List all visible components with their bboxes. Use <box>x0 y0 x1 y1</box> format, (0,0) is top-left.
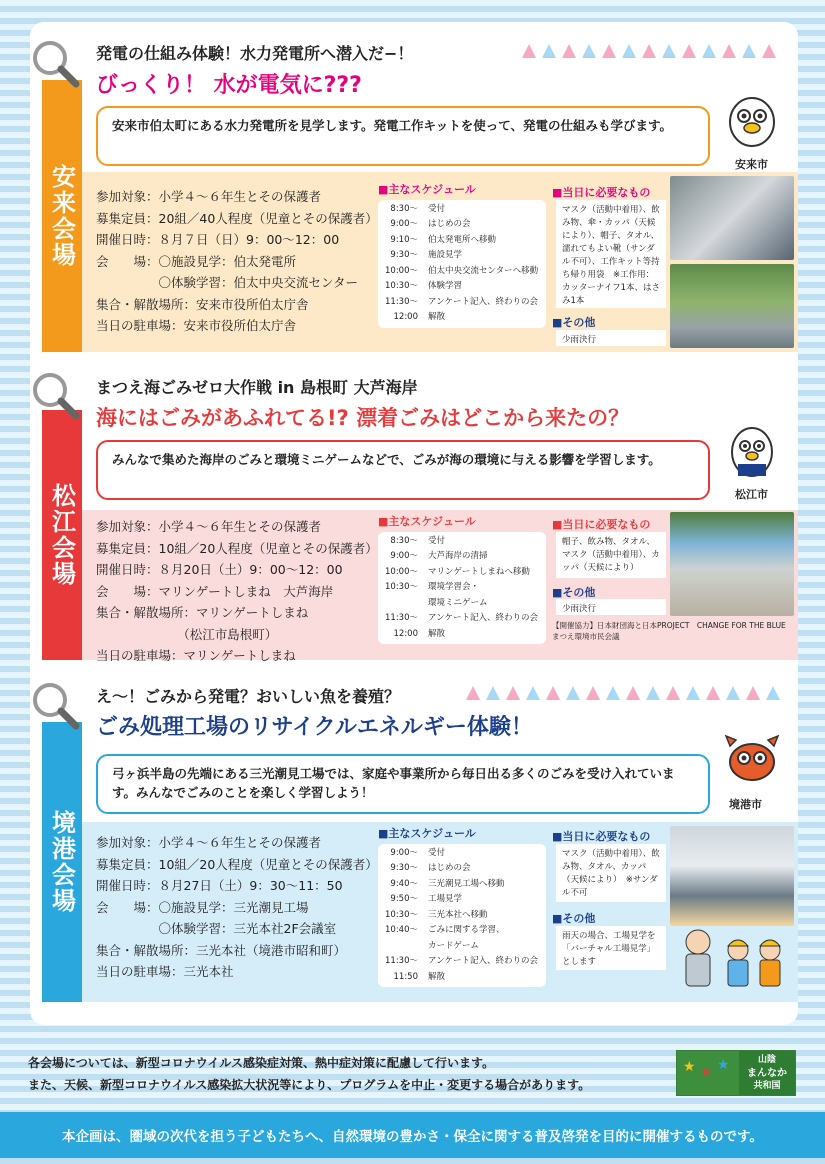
detail-line: 募集定員：10組／20人程度（児童とその保護者） <box>96 856 378 872</box>
photo-factory-tour <box>670 826 794 926</box>
main-title: 海にはごみがあふれてる!? 漂着ごみはどこから来たの？ <box>96 406 630 430</box>
detail-line: 集合・解散場所：安来市役所伯太庁舎 <box>96 296 309 312</box>
detail-line: 参加対象：小学４～６年生とその保護者 <box>96 835 322 850</box>
logo-text: まんなか <box>747 1068 787 1079</box>
schedule-row: 9:00〜 はじめの会 <box>390 219 471 229</box>
schedule-row: 9:40〜 三光潮見工場へ移動 <box>390 878 505 889</box>
footer-note <box>28 1052 590 1096</box>
detail-line: 集合・解散場所：三光本社（境港市昭和町） <box>96 942 347 958</box>
schedule-row: 10:30〜 三光本社へ移動 <box>385 909 488 920</box>
detail-line: 会 場：〇施設見学：三光潮見工場 <box>96 899 309 915</box>
schedule-row: 11:30〜 アンケート記入、終わりの会 <box>385 613 538 623</box>
schedule-row: 11:50 解散 <box>393 971 446 982</box>
schedule-row: 12:00 解散 <box>393 312 446 322</box>
schedule-row: 10:40〜 ごみに関する学習、 <box>385 925 505 935</box>
schedule <box>378 182 546 328</box>
sanin-mannaka-logo <box>676 1050 796 1096</box>
event-details <box>96 186 378 337</box>
detail-line: 開催日時：８月20日（土）9：00～12：00 <box>96 562 343 577</box>
schedule-row: 9:10〜 伯太発電所へ移動 <box>390 234 497 245</box>
magnifier-icon <box>30 370 82 422</box>
detail-line: 〇体験学習：伯太中央交流センター <box>96 275 359 290</box>
schedule-row: 11:30〜 アンケート記入、終わりの会 <box>385 956 538 966</box>
detail-line: 当日の駐車場：安来市役所伯太庁舎 <box>96 318 297 333</box>
schedule-row: 9:30〜 施設見学 <box>390 250 463 260</box>
city-label: 境港市 <box>729 798 762 811</box>
other-box: 少雨決行 <box>556 599 666 615</box>
needs-title: ■当日に必要なもの <box>552 518 651 531</box>
detail-line: 当日の駐車場：マリンゲートしまね <box>96 648 296 663</box>
mascot-yasugi-icon <box>722 88 782 148</box>
logo-stars-icon: ★ ★ ★ <box>677 1051 739 1095</box>
schedule-row: 9:50〜 工場見学 <box>390 894 463 904</box>
photo-river <box>670 264 794 348</box>
mascot-sakaiminato-icon <box>722 728 782 788</box>
needs-title: ■当日に必要なもの <box>552 830 651 843</box>
sub-title: まつえ海ごみゼロ大作戦 in 島根町 大芦海岸 <box>96 378 418 397</box>
footer-line: また、天候、新型コロナウイルス感染拡大状況等により、プログラムを中止・変更する場合があります。 <box>28 1078 591 1092</box>
schedule-row: 10:00〜 マリンゲートしまねへ移動 <box>385 566 530 577</box>
schedule-row: 12:00 解散 <box>393 628 446 639</box>
sub-title: え〜！ごみから発電？おいしい魚を養殖？ <box>96 687 401 706</box>
detail-line: 開催日時：８月７日（日）9：00～12：00 <box>96 232 340 247</box>
bottom-banner: 本企画は、圏域の次代を担う子どもたちへ、自然環境の豊かさ・保全に関する普及啓発を目的に開催するものです。 <box>0 1112 825 1158</box>
description-box: 安来市伯太町にある水力発電所を見学します。発電工作キットを使って、発電の仕組みも学びます。 <box>96 106 710 166</box>
children-illustration-icon <box>674 920 794 1002</box>
city-label: 松江市 <box>735 488 768 501</box>
detail-line: 募集定員：10組／20人程度（児童とその保護者） <box>96 540 378 556</box>
detail-line: （松江市島根町） <box>96 626 278 642</box>
other-title: ■その他 <box>552 912 596 925</box>
description-box: みんなで集めた海岸のごみと環境ミニゲームなどで、ごみが海の環境に与える影響を学習します。 <box>96 440 710 500</box>
detail-line: 会 場：〇施設見学：伯太発電所 <box>96 253 297 269</box>
schedule-title: ■主なスケジュール <box>378 515 476 528</box>
detail-line: 開催日時：８月27日（土）9：30～11：50 <box>96 878 343 893</box>
description-box: 弓ヶ浜半島の先端にある三光潮見工場では、家庭や事業所から毎日出る多くのごみを受け入れています。みんなでごみのことを楽しく学習しよう！ <box>96 754 710 814</box>
triangle-decoration <box>466 686 782 700</box>
schedule <box>378 514 546 644</box>
footer-line: 各会場については、新型コロナウイルス感染症対策、熱中症対策に配慮して行います。 <box>28 1056 495 1070</box>
detail-line: 参加対象：小学４～６年生とその保護者 <box>96 189 322 204</box>
needs-box: マスク（活動中着用）、飲み物、タオル、カッパ（天候により） ※サンダル不可 <box>556 844 666 902</box>
detail-line: 集合・解散場所：マリンゲートしまね <box>96 605 309 620</box>
city-label: 安来市 <box>735 158 768 171</box>
needs-title: ■当日に必要なもの <box>552 186 651 199</box>
photo-power-plant <box>670 176 794 260</box>
magnifier-icon <box>30 680 82 732</box>
detail-line: 会 場：マリンゲートしまね 大芦海岸 <box>96 583 334 599</box>
schedule-title: ■主なスケジュール <box>378 183 476 196</box>
schedule-row: 10:30〜 環境学習会・ <box>385 582 480 592</box>
logo-text: 山陰 <box>757 1055 776 1065</box>
event-details <box>96 516 378 667</box>
schedule <box>378 826 546 987</box>
sub-title: 発電の仕組み体験！水力発電所へ潜入だ−！ <box>96 44 414 63</box>
main-title: びっくり！ 水が電気に??? <box>96 73 362 98</box>
other-title: ■その他 <box>552 316 596 329</box>
cooperation-note: 【開催協力】日本財団海と日本PROJECT CHANGE FOR THE BLUE まつえ環境市民会議 <box>552 621 794 641</box>
event-details <box>96 832 378 983</box>
other-box: 少雨決行 <box>556 330 666 346</box>
detail-line: 〇体験学習：三光本社2F会議室 <box>96 921 337 936</box>
mascot-matsue-icon <box>722 420 782 480</box>
schedule-row: 11:30〜 アンケート記入、終わりの会 <box>385 296 538 307</box>
schedule-row: 環境ミニゲーム <box>428 597 488 608</box>
needs-box: マスク（活動中着用）、飲み物、傘・カッパ（天候により）、帽子、タオル、濡れてもよい靴（サンダル不可）、工作キット等持ち帰り用袋 ※工作用：カッターナイフ1本、はさみ1本 <box>556 200 666 308</box>
schedule-row: 8:30〜 受付 <box>390 203 446 214</box>
main-title: ごみ処理工場のリサイクルエネルギー体験！ <box>96 715 533 740</box>
venue-tab: 松江会場 <box>42 410 82 660</box>
triangle-decoration <box>522 44 782 58</box>
logo-text: 共和国 <box>753 1081 781 1091</box>
other-title: ■その他 <box>552 586 596 599</box>
schedule-row: 9:30〜 はじめの会 <box>390 863 471 873</box>
detail-line: 参加対象：小学４～６年生とその保護者 <box>96 519 322 534</box>
schedule-row: 9:00〜 受付 <box>390 847 446 858</box>
schedule-row: カードゲーム <box>428 940 479 951</box>
magnifier-icon <box>30 38 82 90</box>
detail-line: 当日の駐車場：三光本社 <box>96 964 234 979</box>
detail-line: 募集定員：20組／40人程度（児童とその保護者） <box>96 210 378 226</box>
schedule-row: 10:00〜 伯太中央交流センターへ移動 <box>385 265 539 276</box>
venue-tab: 境港会場 <box>42 722 82 1002</box>
venue-tab: 安来会場 <box>42 80 82 352</box>
schedule-row: 10:30〜 体験学習 <box>385 281 463 291</box>
schedule-row: 9:00〜 大芦海岸の清掃 <box>390 551 488 561</box>
schedule-title: ■主なスケジュール <box>378 827 476 840</box>
other-box: 雨天の場合、工場見学を「バーチャル工場見学」とします <box>556 926 666 970</box>
needs-box: 帽子、飲み物、タオル、マスク（活動中着用）、カッパ（天候により） <box>556 532 666 578</box>
photo-beach-cleanup <box>670 512 794 616</box>
schedule-row: 8:30〜 受付 <box>390 535 446 546</box>
